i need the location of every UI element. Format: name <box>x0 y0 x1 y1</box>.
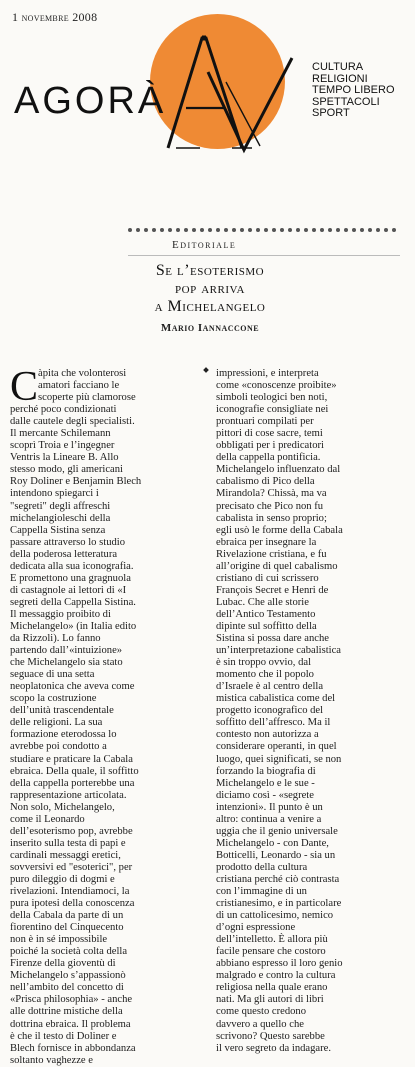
article-line: formazione eterodossa lo <box>10 729 117 741</box>
article-line: dell’unità trascendentale <box>10 705 114 717</box>
article-line: pittori di cose sacre, temi <box>216 428 323 440</box>
article-line: egli usò le forme della Cabala <box>216 524 343 536</box>
article-line: partendo dall’«intuizione» <box>10 645 123 657</box>
article-line: di un cattolicesimo, nemico <box>216 910 334 922</box>
article-line: avrebbe poi condotto a <box>10 741 107 753</box>
article-line: cardinali messaggi eretici, <box>10 849 121 861</box>
article-line: dell’Antico Testamento <box>216 608 316 620</box>
article-line: segreti della Cappella Sistina. <box>10 596 136 608</box>
article-line: religiosa nella quale erano <box>216 982 328 994</box>
topics-list <box>312 62 395 120</box>
article-line: studiare e praticare la Cabala <box>10 753 133 765</box>
article-line: Lubac. Che alle storie <box>216 596 309 608</box>
drop-cap: C <box>10 364 39 410</box>
article-line: puro dileggio di dogmi e <box>10 873 115 885</box>
article-line: prodotto della cultura <box>216 861 308 873</box>
article-column-right <box>216 368 408 1055</box>
article-line: prontuari compilati per <box>216 416 314 428</box>
article-line: scrivono? Questo sarebbe <box>216 1030 325 1042</box>
article-line: E promettono una gragnuola <box>10 572 131 584</box>
article-line: da Rizzoli). Lo fanno <box>10 633 101 645</box>
article-line: Il messaggio proibito di <box>10 608 111 620</box>
article-line: François Secret e Henri de <box>216 584 329 596</box>
article-line: delle religioni. La sua <box>10 717 103 729</box>
article-line: Ventris la Lineare B. Allo <box>10 452 119 464</box>
article-line: malgrado e contro la cultura <box>216 970 336 982</box>
article-line: davvero a quello che <box>216 1018 304 1030</box>
section-divider <box>128 255 400 256</box>
article-line: poiché la società colta della <box>10 946 128 958</box>
headline-line: pop arriva <box>175 280 245 297</box>
article-line: soffitto dell’affresco. Ma il <box>216 717 331 729</box>
article-line: intendono spiegarci i <box>10 488 99 500</box>
article-line: Michelangelo - con Dante, <box>216 837 329 849</box>
section-dots <box>128 228 396 232</box>
article-line: àpita che volonterosi <box>38 368 127 379</box>
article-line: come il Leonardo <box>10 813 85 825</box>
article-line: altro: continua a venire a <box>216 813 322 825</box>
article-line: della cappella pontificia. <box>216 452 321 464</box>
article-line: Blech fornisce in abbondanza <box>10 1042 136 1054</box>
article-line: dalle cautele degli specialisti. <box>10 416 135 428</box>
article-line: è che il testo di Doliner e <box>10 1030 117 1042</box>
article-line: all’origine di quel cabalismo <box>216 560 338 572</box>
article-line: rivelazioni. Intendiamoci, la <box>10 886 130 898</box>
article-line: obbligati per i predicatori <box>216 440 324 452</box>
article-line: fiorentino del Cinquecento <box>10 922 124 934</box>
article-line: iconografie consigliate nei <box>216 404 329 416</box>
article-line: di castagnole ai lettori di «I <box>10 584 127 596</box>
article-line: che Michelangelo sia stato <box>10 657 123 669</box>
article-line: scoprì Troia e l’ingegner <box>10 440 115 452</box>
article-line: Michelangelo s’appassionò <box>10 970 126 982</box>
article-line: uggia che il genio universale <box>216 825 338 837</box>
article-line: come questo credono <box>216 1006 307 1018</box>
topic-item: CULTURA <box>312 61 364 73</box>
article-line: cabalismo di Pico della <box>216 476 315 488</box>
article-line: cristianesimo, e in particolare <box>216 898 342 910</box>
article-line: d’ogni espressione <box>216 922 296 934</box>
article-line: sovversivi ed "esoterici", per <box>10 861 133 873</box>
article-line: con l’immagine di un <box>216 886 307 898</box>
article-line: della poderosa letteratura <box>10 548 118 560</box>
article-line: simboli teologici ben noti, <box>216 392 328 404</box>
article-line: dipinte sul soffitto della <box>216 620 317 632</box>
article-line: dell’intelletto. È allora più <box>216 934 328 946</box>
article-line: inserito sulla testa di papi e <box>10 837 126 849</box>
article-line: cristiano di cui scrissero <box>216 572 319 584</box>
article-line: "segreti" degli affreschi <box>10 500 111 512</box>
article-line: Sistina si possa dare anche <box>216 633 329 645</box>
article-headline <box>120 262 300 316</box>
article-line: Il mercante Schilemann <box>10 428 111 440</box>
article-line: Rivelazione cristiana, e fu <box>216 548 327 560</box>
article-line: progetto iconografico del <box>216 705 324 717</box>
article-line: nati. Ma gli autori di libri <box>216 994 324 1006</box>
article-line: Cappella Sistina senza <box>10 524 106 536</box>
article-column-left <box>10 364 198 1067</box>
section-label: Editoriale <box>172 239 237 251</box>
article-line: perché poco condizionati <box>10 404 117 416</box>
article-line: intenzioni». Il punto è un <box>216 801 323 813</box>
article-line: seguace di una setta <box>10 669 95 681</box>
article-line: nell’ambito del concetto di <box>10 982 124 994</box>
article-line: impressioni, e interpreta <box>216 368 319 379</box>
article-line: luogo, quei significati, se non <box>216 753 342 765</box>
article-line: il vero segreto da indagare. <box>216 1042 332 1054</box>
article-line: soltanto vaghezze e <box>10 1054 93 1066</box>
article-line: rappresentazione articolata. <box>10 789 127 801</box>
article-line: momento che il popolo <box>216 669 314 681</box>
article-line: diciamo così - «segrete <box>216 789 314 801</box>
topic-item: TEMPO LIBERO <box>312 84 395 96</box>
headline-line: a Michelangelo <box>154 298 266 315</box>
article-line: dedicata alla sua iconografia. <box>10 560 134 572</box>
article-line: Michelangelo e le sue - <box>216 777 315 789</box>
article-line: cabalista in senso proprio; <box>216 512 327 524</box>
article-line: Non solo, Michelangelo, <box>10 801 115 813</box>
article-line: ebraica per insegnare la <box>216 536 317 548</box>
article-line: forzando la biografia di <box>216 765 316 777</box>
article-line: cristiana perché ciò contrasta <box>216 873 340 885</box>
article-line: dell’esoterismo pop, avrebbe <box>10 825 133 837</box>
topic-item: RELIGIONI <box>312 72 368 85</box>
article-line: «Prisca philosophia» - anche <box>10 994 133 1006</box>
headline-line: Se l’esoterismo <box>155 262 265 279</box>
article-line: come «conoscenze proibite» <box>216 380 337 392</box>
article-line: facile pensare che costoro <box>216 946 326 958</box>
article-line: alle dottrine mistiche della <box>10 1006 123 1018</box>
article-line: dottrina ebraica. Il problema <box>10 1018 131 1030</box>
article-line: Michelangelo influenzato dal <box>216 464 341 476</box>
article-line: Roy Doliner e Benjamin Blech <box>10 476 142 488</box>
column-separator-icon <box>203 367 209 373</box>
article-line: stesso modo, gli americani <box>10 464 123 476</box>
article-line: michelangioleschi della <box>10 512 111 524</box>
article-line: abbiano espresso il loro genio <box>216 958 343 970</box>
issue-date: 1 novembre 2008 <box>12 10 98 24</box>
article-line: considerare operanti, in quel <box>216 741 337 753</box>
masthead-title: AGORÀ <box>14 80 167 122</box>
article-line: d’Israele è al centro della <box>216 681 324 693</box>
article-line: passare attraverso lo studio <box>10 536 126 548</box>
article-line: amatori facciano le <box>38 380 120 392</box>
article-line: un’interpretazione cabalistica <box>216 645 341 657</box>
article-line: è sin troppo ovvio, dal <box>216 657 312 669</box>
article-line: della cappella porterebbe una <box>10 777 135 789</box>
article-line: contesto non autorizza a <box>216 729 319 741</box>
article-line: scopo la costruzione <box>10 693 97 705</box>
article-author: Mario Iannaccone <box>160 322 260 334</box>
article-line: precisato che Pico non fu <box>216 500 324 512</box>
article-line: Michelangelo» (in Italia edito <box>10 620 137 632</box>
article-line: Firenze della gioventù di <box>10 958 116 970</box>
article-line: non è in sé impossibile <box>10 934 108 946</box>
article-line: Botticelli, Leonardo - sia un <box>216 849 336 861</box>
article-line: della Cabala da parte di un <box>10 910 124 922</box>
article-line: ebraica. Della quale, il soffitto <box>10 765 139 777</box>
article-line: neoplatonica che aveva come <box>10 681 135 693</box>
article-line: Mirandola? Chissà, ma va <box>216 488 327 500</box>
article-line: scoperte più clamorose <box>38 392 136 404</box>
article-line: pura ipotesi della conoscenza <box>10 898 135 910</box>
logo-av-monogram <box>160 20 300 170</box>
topic-item: SPETTACOLI <box>312 95 380 108</box>
article-line: mistica cabalistica come del <box>216 693 336 705</box>
topic-item: SPORT <box>312 107 350 119</box>
